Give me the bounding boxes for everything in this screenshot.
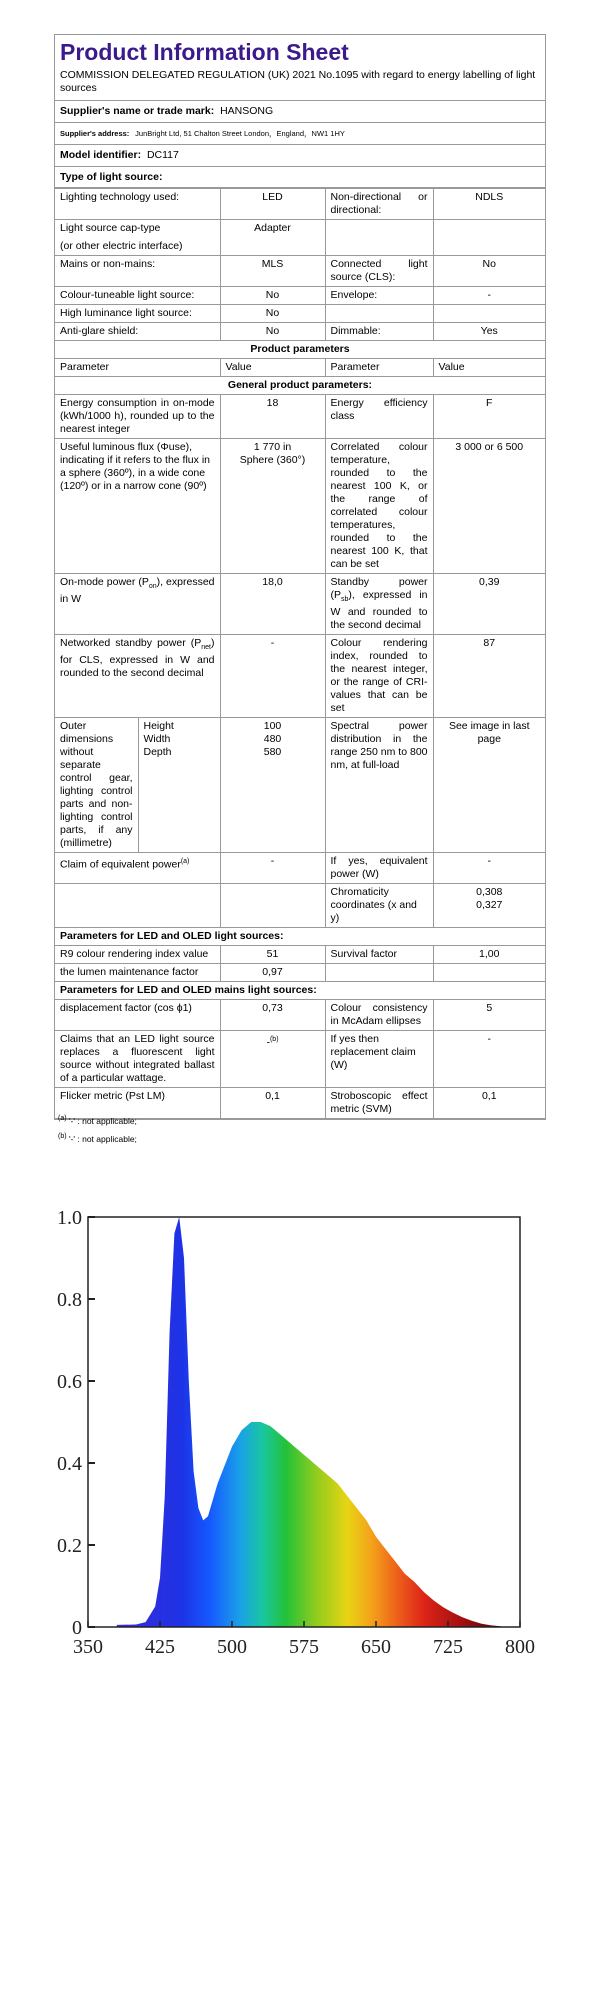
regulation-text: COMMISSION DELEGATED REGULATION (UK) 2021 No.1095 with regard to energy labelling of light sources	[55, 67, 545, 101]
cell: Connected light source (CLS):	[325, 256, 433, 287]
cell: 0,97	[220, 964, 325, 982]
parameters-table	[55, 188, 545, 1119]
cell: Outer dimensions without separate control gear, lighting control parts and non-lighting control parts, if any (millimetre)	[55, 718, 138, 853]
cell: No	[220, 287, 325, 305]
cell: Non-directional or directional:	[325, 189, 433, 220]
cell: Claims that an LED light source replaces a fluorescent light source without integrated ballast of a particular wattage.	[55, 1031, 220, 1088]
cell	[220, 1031, 325, 1088]
cell	[325, 220, 433, 256]
cell: No	[220, 323, 325, 341]
section-header: Parameters for LED and OLED mains light sources:	[55, 982, 545, 1000]
spectral-power-chart	[40, 1195, 560, 1665]
cell: 51	[220, 946, 325, 964]
column-header: Parameter	[55, 359, 220, 377]
x-tick-label: 575	[289, 1636, 319, 1658]
height-label: Height	[143, 720, 174, 733]
text: (a)	[180, 858, 190, 866]
model-identifier: DC117	[146, 149, 179, 161]
supplier-address: JunBright Ltd, 51 Chalton Street London，England，NW1 1HY	[135, 129, 345, 138]
footnote-b	[58, 1129, 137, 1147]
table-row	[55, 964, 545, 982]
table-row	[55, 305, 545, 323]
page-title: Product Information Sheet	[60, 39, 349, 65]
text: ) for CLS, expressed in W and rounded to the second decimal	[60, 637, 215, 680]
flux-value: 1 770 in	[253, 441, 292, 453]
table-row	[55, 1031, 545, 1088]
table-row	[55, 341, 545, 359]
cell: -	[433, 853, 545, 884]
x-tick-label: 800	[505, 1636, 535, 1658]
cell: -	[220, 853, 325, 884]
table-row	[55, 377, 545, 395]
table-row	[55, 323, 545, 341]
table-row	[55, 256, 545, 287]
text: (b)	[58, 1132, 67, 1140]
cell: MLS	[220, 256, 325, 287]
cell: displacement factor (cos ϕ1)	[55, 1000, 220, 1031]
cap-type-label: Light source cap-type	[60, 222, 161, 234]
text: Standby power (P	[330, 576, 428, 601]
cell	[433, 220, 545, 256]
column-header: Value	[433, 359, 545, 377]
y-tick-label: 0.2	[57, 1535, 82, 1557]
cell	[220, 718, 325, 853]
cell	[325, 305, 433, 323]
cell: High luminance light source:	[55, 305, 220, 323]
cell	[55, 853, 220, 884]
cell: Colour-tuneable light source:	[55, 287, 220, 305]
cell: the lumen maintenance factor	[55, 964, 220, 982]
cell: Lighting technology used:	[55, 189, 220, 220]
cell: Mains or non-mains:	[55, 256, 220, 287]
cell: 0,1	[433, 1088, 545, 1119]
x-tick-label: 650	[361, 1636, 391, 1658]
text: ), expressed in W	[60, 576, 215, 606]
cell: Colour rendering index, rounded to the nearest integer, or the range of CRI-values that can be set	[325, 635, 433, 718]
table-row	[55, 718, 545, 853]
text: Claim of equivalent power	[60, 858, 181, 871]
table-row	[55, 359, 545, 377]
table-row	[55, 853, 545, 884]
y-tick-label: 0.4	[57, 1453, 82, 1475]
cell: Energy consumption in on-mode (kWh/1000 h), rounded up to the nearest integer	[55, 395, 220, 439]
depth-value: 580	[263, 746, 282, 759]
column-header: Value	[220, 359, 325, 377]
cell: Chromaticity coordinates (x and y)	[325, 884, 433, 928]
cell: See image in last page	[433, 718, 545, 853]
cell	[433, 884, 545, 928]
table-row	[55, 1000, 545, 1031]
cell: F	[433, 395, 545, 439]
supplier-name-row	[55, 101, 545, 123]
y-tick-label: 1.0	[57, 1207, 82, 1229]
x-tick-label: 500	[217, 1636, 247, 1658]
section-header: Product parameters	[55, 341, 545, 359]
cell: Survival factor	[325, 946, 433, 964]
cell: -	[433, 1031, 545, 1088]
cell: LED	[220, 189, 325, 220]
cell: Correlated colour temperature, rounded to the nearest 100 K, or the range of correlated colour temperatures, rounded to the nearest 100 K, that can be set	[325, 439, 433, 574]
cell: 87	[433, 635, 545, 718]
table-row	[55, 574, 545, 635]
table-row	[55, 946, 545, 964]
cell	[55, 220, 220, 256]
supplier-address-row	[55, 123, 545, 145]
text: On-mode power (P	[60, 576, 149, 588]
cell: 18	[220, 395, 325, 439]
table-row	[55, 189, 545, 220]
table-row	[55, 287, 545, 305]
cell: -	[433, 287, 545, 305]
table-row	[55, 439, 545, 574]
depth-label: Depth	[143, 746, 172, 759]
spectrum-area	[117, 1217, 501, 1627]
height-value: 100	[263, 720, 282, 733]
chroma-x: 0,308	[476, 886, 503, 899]
text: (b)	[269, 1036, 279, 1044]
x-tick-label: 425	[145, 1636, 175, 1658]
cell: Adapter	[220, 220, 325, 256]
supplier-name: HANSONG	[220, 105, 274, 117]
cell: 3 000 or 6 500	[433, 439, 545, 574]
supplier-address-label: Supplier's address:	[60, 129, 130, 138]
cell	[138, 718, 220, 853]
x-tick-label: 350	[73, 1636, 103, 1658]
cell	[220, 439, 325, 574]
cell: If yes then replacement claim (W)	[325, 1031, 433, 1088]
cell: Dimmable:	[325, 323, 433, 341]
text: Networked standby power (P	[60, 637, 202, 650]
cell: R9 colour rendering index value	[55, 946, 220, 964]
table-row	[55, 220, 545, 256]
cell	[55, 574, 220, 635]
cell: No	[433, 256, 545, 287]
cell: 0,73	[220, 1000, 325, 1031]
cell: Energy efficiency class	[325, 395, 433, 439]
table-row	[55, 884, 545, 928]
cell	[55, 884, 220, 928]
chroma-y: 0,327	[476, 899, 503, 912]
cell: Spectral power distribution in the range 250 nm to 800 nm, at full-load	[325, 718, 433, 853]
cell: If yes, equivalent power (W)	[325, 853, 433, 884]
footnotes	[58, 1111, 137, 1147]
text: -	[266, 1036, 270, 1049]
width-label: Width	[143, 733, 171, 746]
cell: 18,0	[220, 574, 325, 635]
text: '-' : not applicable;	[68, 1115, 137, 1126]
flux-sphere: Sphere (360°)	[239, 454, 306, 466]
section-header: Parameters for LED and OLED light sources:	[55, 928, 545, 946]
text: on	[148, 583, 157, 591]
cell: 0,1	[220, 1088, 325, 1119]
cell: Yes	[433, 323, 545, 341]
section-header: General product parameters:	[55, 377, 545, 395]
cell: 5	[433, 1000, 545, 1031]
cell	[55, 635, 220, 718]
cell: Useful luminous flux (Φuse), indicating if it refers to the flux in a sphere (360º), in a wide cone (120º) or in a narrow cone (90º)	[55, 439, 220, 574]
text: (a)	[58, 1115, 67, 1122]
y-tick-label: 0.8	[57, 1289, 82, 1311]
cell	[220, 884, 325, 928]
cell: -	[220, 635, 325, 718]
cell: 0,39	[433, 574, 545, 635]
cell: Colour consistency in McAdam ellipses	[325, 1000, 433, 1031]
y-tick-label: 0	[72, 1617, 82, 1639]
table-row	[55, 635, 545, 718]
cell	[433, 964, 545, 982]
cell: No	[220, 305, 325, 323]
product-information-sheet	[54, 34, 546, 1120]
footnote-a	[58, 1111, 137, 1129]
x-tick-label: 725	[433, 1636, 463, 1658]
text: '-' : not applicable;	[68, 1133, 137, 1144]
table-row	[55, 395, 545, 439]
cell: Envelope:	[325, 287, 433, 305]
width-value: 480	[263, 733, 282, 746]
cap-type-sub: (or other electric interface)	[60, 240, 183, 252]
cell: Stroboscopic effect metric (SVM)	[325, 1088, 433, 1119]
y-tick-label: 0.6	[57, 1371, 82, 1393]
cell: NDLS	[433, 189, 545, 220]
cell	[433, 305, 545, 323]
text: net	[201, 644, 211, 652]
text: ), expressed in W and rounded to the second decimal	[330, 589, 428, 632]
model-row	[55, 145, 545, 167]
table-row	[55, 928, 545, 946]
cell: Flicker metric (Pst LM)	[55, 1088, 220, 1119]
model-label: Model identifier:	[60, 149, 142, 161]
cell	[325, 964, 433, 982]
table-row	[55, 982, 545, 1000]
cell: 1,00	[433, 946, 545, 964]
supplier-name-label: Supplier's name or trade mark:	[60, 105, 215, 117]
column-header: Parameter	[325, 359, 433, 377]
type-label: Type of light source:	[55, 167, 545, 188]
cell	[325, 574, 433, 635]
cell: Anti-glare shield:	[55, 323, 220, 341]
text: sb	[341, 596, 349, 604]
